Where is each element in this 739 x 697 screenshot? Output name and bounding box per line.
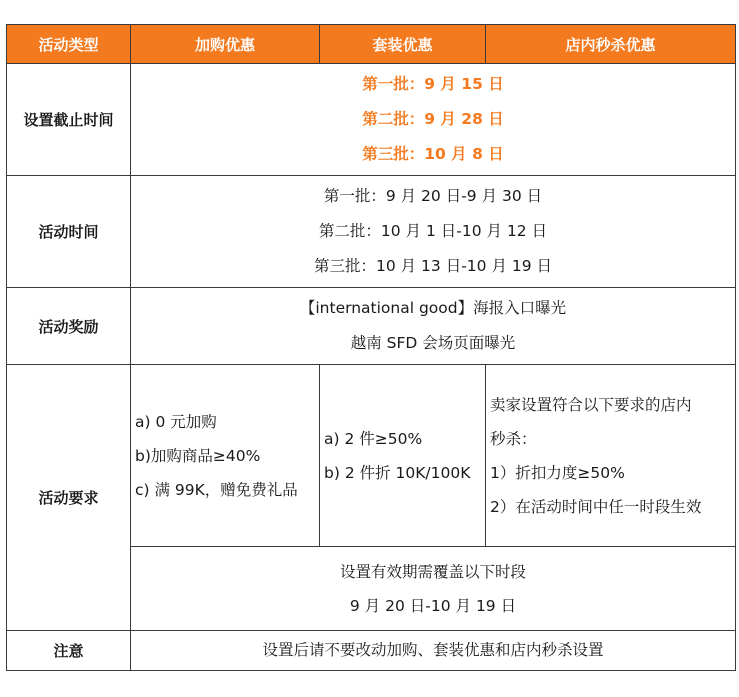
flash-req-intro-2: 秒杀： — [490, 429, 537, 448]
deadline-label: 设置截止时间 — [7, 64, 131, 176]
reward-line-2: 越南 SFD 会场页面曝光 — [350, 334, 516, 352]
header-bundle-deal: 套装优惠 — [320, 25, 486, 64]
flash-requirements — [486, 365, 736, 547]
deadline-cell — [131, 64, 736, 176]
period-label: 活动时间 — [7, 176, 131, 288]
requirements-row — [7, 365, 736, 547]
coverage-line-1: 设置有效期需覆盖以下时段 — [339, 562, 526, 581]
flash-req-intro-1: 卖家设置符合以下要求的店内 — [490, 395, 692, 414]
coverage-cell — [131, 547, 736, 631]
header-flash-sale: 店内秒杀优惠 — [486, 25, 736, 64]
period-row — [7, 176, 736, 288]
note-row — [7, 631, 736, 671]
addon-req-b: b)加购商品≥40% — [135, 446, 261, 465]
coverage-line-2: 9 月 20 日-10 月 19 日 — [349, 596, 517, 615]
deadline-row — [7, 64, 736, 176]
reward-row — [7, 288, 736, 365]
period-batch-2: 第二批：10 月 1 日-10 月 12 日 — [318, 222, 548, 240]
bundle-req-a: a) 2 件≥50% — [324, 429, 423, 448]
period-batch-1: 第一批：9 月 20 日-9 月 30 日 — [323, 187, 543, 205]
reward-cell — [131, 288, 736, 365]
bundle-req-b: b) 2 件折 10K/100K — [324, 463, 471, 482]
flash-req-2: 2）在活动时间中任一时段生效 — [490, 497, 702, 516]
addon-req-a: a) 0 元加购 — [135, 412, 217, 431]
addon-requirements — [131, 365, 320, 547]
addon-req-c: c) 满 99K，赠免费礼品 — [135, 480, 298, 499]
reward-line-1: 【international good】海报入口曝光 — [299, 299, 567, 317]
bundle-requirements — [320, 365, 486, 547]
reward-label: 活动奖励 — [7, 288, 131, 365]
deadline-batch-1: 第一批：9 月 15 日 — [362, 75, 504, 93]
note-cell — [131, 631, 736, 671]
header-row — [7, 25, 736, 64]
promotion-table — [6, 24, 736, 671]
header-activity-type: 活动类型 — [7, 25, 131, 64]
period-cell — [131, 176, 736, 288]
note-text: 设置后请不要改动加购、套装优惠和店内秒杀设置 — [262, 641, 604, 659]
flash-req-1: 1）折扣力度≥50% — [490, 463, 625, 482]
period-batch-3: 第三批：10 月 13 日-10 月 19 日 — [313, 257, 553, 275]
header-addon-deal: 加购优惠 — [131, 25, 320, 64]
deadline-batch-3: 第三批：10 月 8 日 — [362, 145, 504, 163]
deadline-batch-2: 第二批：9 月 28 日 — [362, 110, 504, 128]
note-label: 注意 — [7, 631, 131, 671]
requirements-label: 活动要求 — [7, 365, 131, 631]
